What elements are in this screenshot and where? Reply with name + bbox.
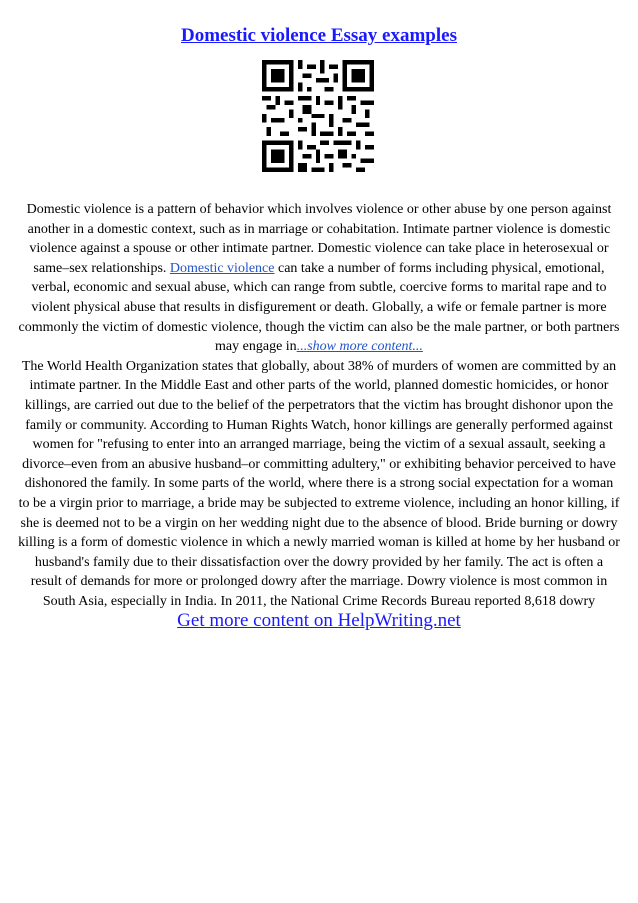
essay-body	[18, 200, 620, 611]
domestic-violence-link[interactable]: Domestic violence	[169, 260, 275, 276]
page-title[interactable]: Domestic violence Essay examples	[181, 25, 457, 46]
paragraph-intro-continued: can take a number of forms including physical, emotional, verbal, economic and sexual abuse, which can range from subtle, coercive forms to marital rape and to violent physical abuse that results in disfigurement or death. Globally, a wife or female partner is more commonly the victim of domestic violence, though the victim can also be the male partner, or both partners may engage in	[18, 260, 620, 355]
get-more-content-link[interactable]: Get more content on HelpWriting.net	[177, 610, 461, 631]
paragraph-intro: Domestic violence is a pattern of behavior which involves violence or other abuse by one person against another in a domestic context, such as in marriage or cohabitation. Intimate partner violence is domestic violence against a spouse or other intimate partner. Domestic violence can take place in heterosexual or same–sex relationships.	[26, 202, 612, 276]
show-more-link[interactable]: ...show more content...	[296, 339, 423, 355]
qr-code-icon	[262, 60, 374, 172]
paragraph-body: The World Health Organization states that globally, about 38% of murders of women are committed by an intimate partner. In the Middle East and other parts of the world, planned domestic homicides, or honor killings, are carried out due to the belief of the perpetrators that the victim has brought dishonor upon the family or community. According to Human Rights Watch, honor killings are generally performed against women for "refusing to enter into an arranged marriage, being the victim of a sexual assault, seeking a divorce–even from an abusive husband–or committing adultery," or exhibiting behavior perceived to have dishonored the family. In some parts of the world, where there is a strong social expectation for a woman to be a virgin prior to marriage, a bride may be subjected to extreme violence, including an honor killing, if she is deemed not to be a virgin on her wedding night due to the absence of blood. Bride burning or dowry killing is a form of domestic violence in which a newly married woman is killed at home by her husband or husband's family due to their dissatisfaction over the dowry provided by her family. The act is often a result of demands for more or prolonged dowry after the marriage. Dowry violence is most common in South Asia, especially in India. In 2011, the National Crime Records Bureau reported 8,618 dowry	[18, 358, 620, 609]
